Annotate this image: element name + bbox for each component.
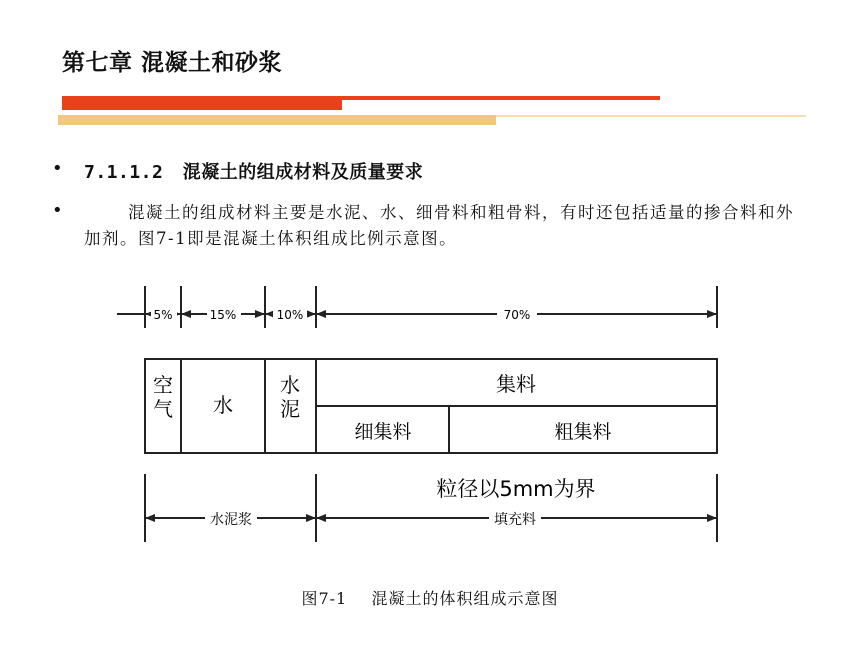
cell-fine-aggregate: 细集料 <box>354 421 412 443</box>
pct-aggregate: 70% <box>503 308 531 322</box>
paste-label: 水泥浆 <box>210 512 252 528</box>
section-heading-number: 7.1.1.2 <box>84 162 164 183</box>
title-underline-yellow <box>58 115 496 125</box>
figure-diagram <box>113 284 749 550</box>
section-heading-text: 混凝土的组成材料及质量要求 <box>182 162 424 183</box>
cell-aggregate: 集料 <box>496 372 536 396</box>
bullet-marker: • <box>52 200 63 221</box>
filler-label: 填充料 <box>494 512 536 528</box>
body-paragraph: 混凝土的组成材料主要是水泥、水、细骨料和粗骨料，有时还包括适量的掺合料和外加剂。图7-1即是混凝土体积组成比例示意图。 <box>84 203 794 248</box>
cell-cement: 水泥 <box>280 373 300 421</box>
title-underline-yellow-thin <box>496 115 806 117</box>
cell-air: 空气 <box>153 373 173 421</box>
bullet-marker: • <box>52 158 63 179</box>
volume-composition-diagram <box>113 284 749 546</box>
section-heading <box>84 158 423 184</box>
title-underline-red-thick <box>62 100 342 110</box>
page-title: 第七章 混凝土和砂浆 <box>62 50 283 76</box>
cell-water: 水 <box>213 393 233 417</box>
boundary-label: 粒径以5mm为界 <box>436 477 596 501</box>
figure-caption: 图7-1 混凝土的体积组成示意图 <box>301 589 559 608</box>
pct-water: 15% <box>209 308 237 322</box>
pct-air: 5% <box>153 308 173 322</box>
pct-cement: 10% <box>276 308 304 322</box>
cell-coarse-aggregate: 粗集料 <box>554 421 612 443</box>
